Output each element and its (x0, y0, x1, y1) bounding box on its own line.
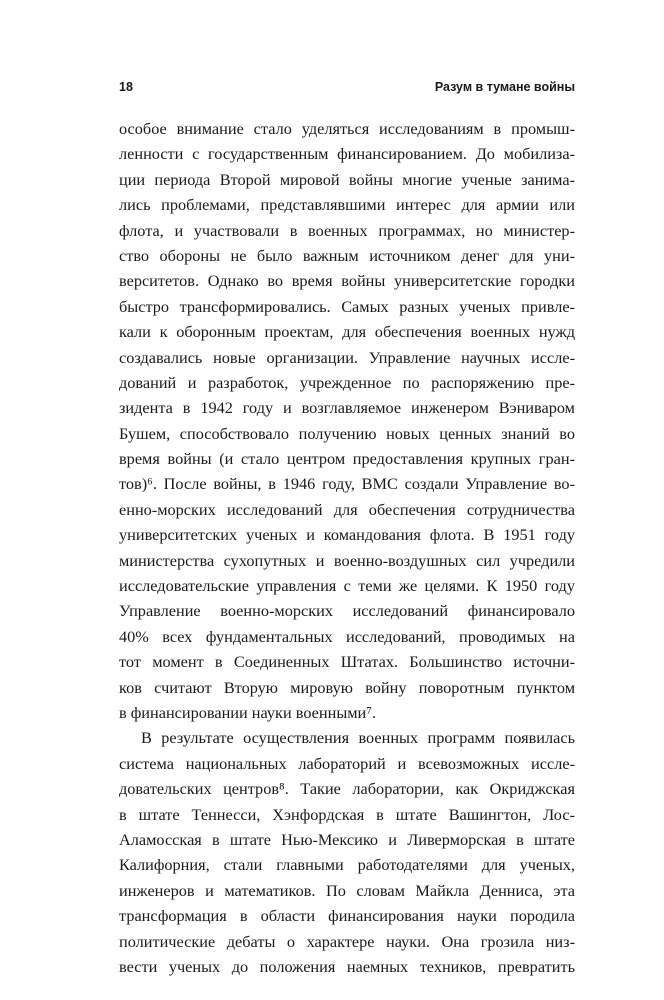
text-line: политические дебаты о характере науки. Она грозила низ- (119, 931, 575, 951)
text-line: дований и разработок, учрежденное по распоряжению пре- (119, 372, 575, 392)
text-line: тот момент в Соединенных Штатах. Большинство источни- (119, 652, 575, 672)
body-text (119, 116, 575, 979)
text-line: лись проблемами, представлявшими интерес для армии или (119, 195, 575, 215)
text-line: ство обороны не было важным источником денег для уни- (119, 245, 575, 265)
text-line: 40% всех фундаментальных исследований, проводимых на (119, 626, 575, 646)
text-line: в штате Теннесси, Хэнфордская в штате Вашингтон, Лос- (119, 804, 575, 824)
text-line: верситетов. Однако во время войны университетские городки (119, 271, 575, 291)
text-line: ции периода Второй мировой войны многие ученые занима- (119, 169, 575, 189)
text-line: Бушем, способствовало получению новых ценных знаний во (119, 423, 575, 443)
page-header (119, 80, 575, 98)
text-line: министерства сухопутных и военно-воздушных сил учредили (119, 550, 575, 570)
text-line: создавались новые организации. Управление научных иссле- (119, 347, 575, 367)
text-line: тов)⁶. После войны, в 1946 году, ВМС создали Управление во- (119, 474, 575, 494)
text-line: университетских ученых и командования флота. В 1951 году (119, 525, 575, 545)
text-line: Аламосская в штате Нью-Мексико и Ливерморская в штате (119, 829, 575, 849)
text-line: Калифорния, стали главными работодателями для ученых, (119, 855, 575, 875)
text-line: ленности с государственным финансированием. До мобилиза- (119, 144, 575, 164)
running-head-title: Разум в тумане войны (434, 80, 575, 94)
text-line: особое внимание стало уделяться исследованиям в промыш- (119, 119, 575, 138)
text-line: инженеров и математиков. По словам Майкла Денниса, эта (119, 880, 575, 900)
text-line: зидента в 1942 году и возглавляемое инженером Вэниваром (119, 398, 575, 418)
text-line: быстро трансформировались. Самых разных ученых привле- (119, 296, 575, 316)
text-line: флота, и участвовали в военных программах, но министер- (119, 220, 575, 240)
text-line: Управление военно-морских исследований финансировало (119, 601, 575, 621)
text-line: система национальных лабораторий и всевозможных иссле- (119, 753, 575, 773)
text-line: ков считают Вторую мировую войну поворотным пунктом (119, 677, 575, 697)
text-line: кали к оборонным проектам, для обеспечения военных нужд (119, 322, 575, 342)
page-number: 18 (119, 80, 133, 94)
text-line: время войны (и стало центром предоставления крупных гран- (119, 449, 575, 469)
paragraph-2 (119, 725, 575, 979)
text-line: в финансировании науки военными⁷. (119, 702, 377, 722)
text-line: енно-морских исследований для обеспечения сотрудничества (119, 499, 575, 519)
text-line: вести ученых до положения наемных техников, превратить (119, 956, 575, 976)
text-line: довательских центров⁸. Такие лаборатории, как Окриджская (119, 779, 575, 799)
text-line: трансформация в области финансирования науки породила (119, 906, 575, 926)
text-line: исследовательские управления с теми же целями. К 1950 году (119, 576, 575, 596)
text-line: В результате осуществления военных программ появилась (141, 728, 575, 748)
paragraph-1 (119, 116, 575, 725)
